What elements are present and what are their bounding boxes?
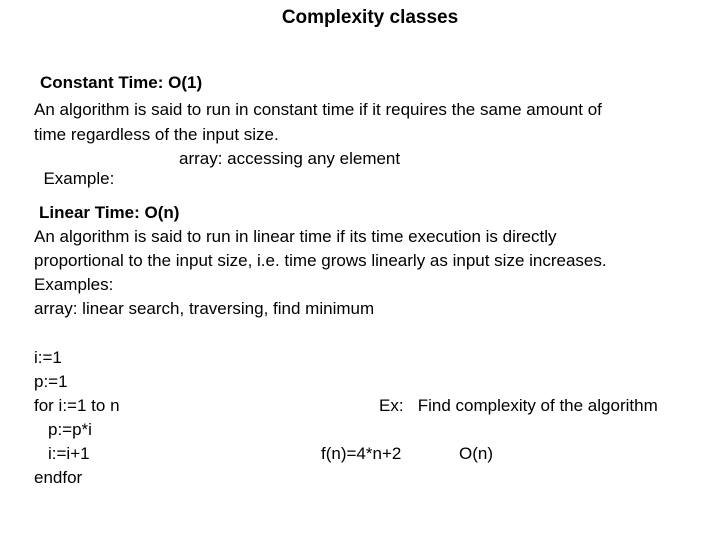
constant-time-description-line-1: An algorithm is said to run in constant time if it requires the same amount of	[34, 100, 602, 119]
code-line: p:=p*i	[48, 420, 92, 439]
example-value: array: accessing any element	[179, 149, 401, 168]
exercise-answer: O(n)	[459, 444, 493, 463]
linear-time-description-line-2: proportional to the input size, i.e. time grows linearly as input size increases.	[34, 251, 607, 270]
code-line: i:=1	[34, 348, 62, 367]
linear-time-examples-value: array: linear search, traversing, find minimum	[34, 299, 375, 318]
code-line: endfor	[34, 468, 83, 487]
code-line: for i:=1 to n	[34, 396, 120, 415]
constant-time-example	[34, 149, 534, 188]
example-label: Example:	[43, 169, 115, 188]
linear-time-examples-label: Examples:	[34, 275, 114, 294]
linear-time-description-line-1: An algorithm is said to run in linear time if its time execution is directly	[34, 227, 557, 246]
linear-time-heading: Linear Time: O(n)	[39, 203, 180, 222]
constant-time-heading: Constant Time: O(1)	[40, 73, 203, 92]
exercise-prompt: Ex: Find complexity of the algorithm	[379, 396, 658, 415]
code-line: i:=i+1	[48, 444, 90, 463]
constant-time-description-line-2: time regardless of the input size.	[34, 125, 279, 144]
code-line: p:=1	[34, 372, 68, 391]
exercise-formula: f(n)=4*n+2	[321, 444, 402, 463]
page-title: Complexity classes	[281, 7, 459, 28]
